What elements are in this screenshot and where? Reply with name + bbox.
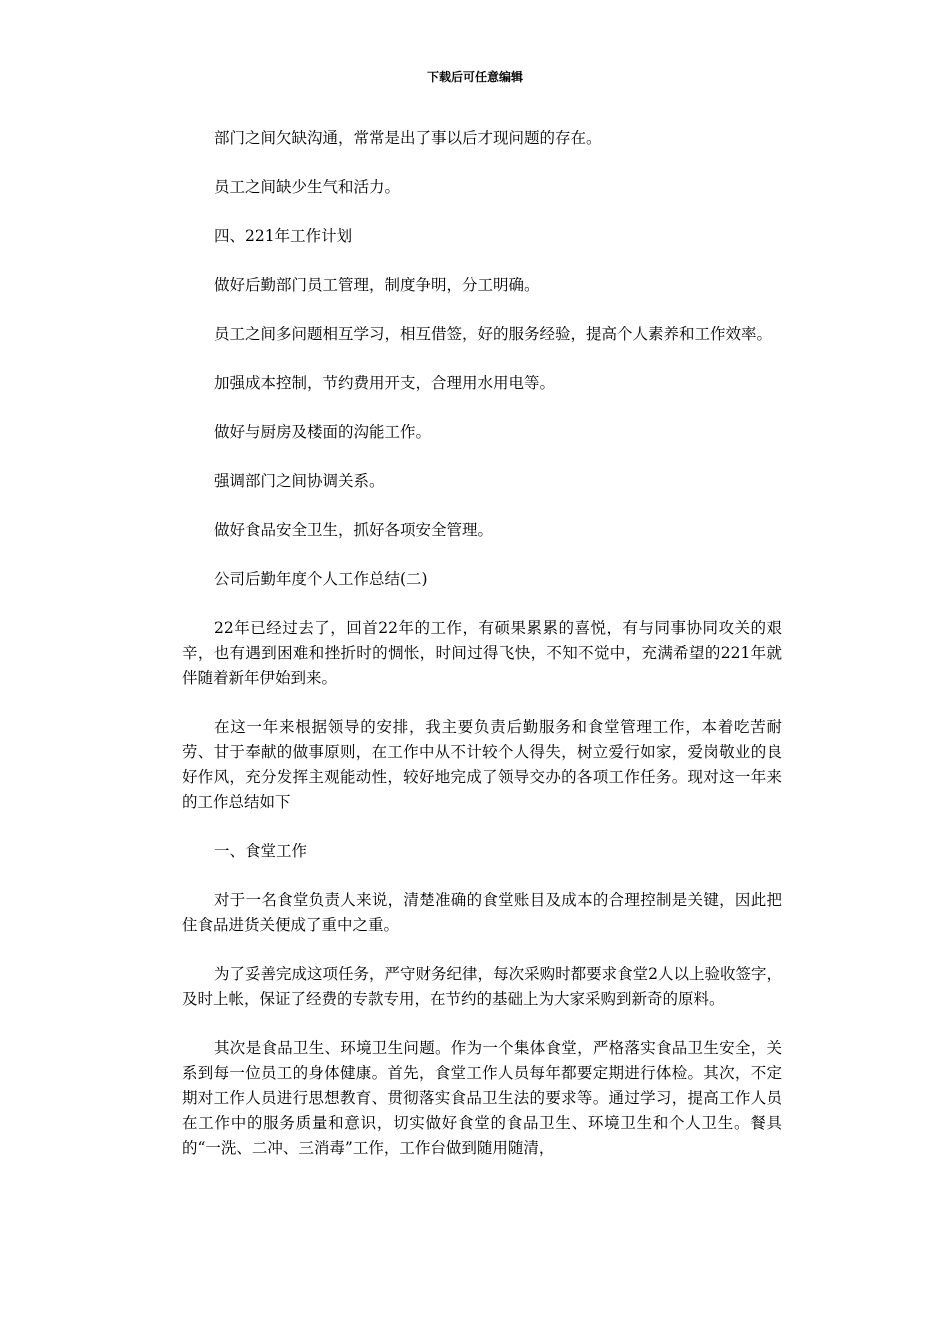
paragraph: 部门之间欠缺沟通，常常是出了事以后才现问题的存在。 (214, 129, 602, 147)
paragraph: 其次是食品卫生、环境卫生问题。作为一个集体食堂，严格落实食品卫生安全，关系到每一位员工的身体健康。首先，食堂工作人员每年都要定期进行体检。其次，不定期对工作人员进行思想教育、贯彻落实食品卫生法的要求等。通过学习，提高工作人员在工作中的服务质量和意识，切实做好食堂的食品卫生、环境卫生和个人卫生。餐具的“一洗、二冲、三消毒”工作，工作台做到随用随清， (182, 1039, 782, 1157)
paragraph: 为了妥善完成这项任务，严守财务纪律，每次采购时都要求食堂2人以上验收签字，及时上帐，保证了经费的专款专用，在节约的基础上为大家采购到新奇的原料。 (182, 965, 782, 1008)
page-header: 下载后可任意编辑 (426, 70, 523, 84)
paragraph: 在这一年来根据领导的安排，我主要负责后勤服务和食堂管理工作，本着吃苦耐劳、甘于奉献的做事原则，在工作中从不计较个人得失，树立爱行如家，爱岗敬业的良好作风，充分发挥主观能动性，较好地完成了领导交办的各项工作任务。现对这一年来的工作总结如下 (182, 718, 782, 811)
paragraph: 员工之间多问题相互学习，相互借签，好的服务经验，提高个人素养和工作效率。 (214, 325, 773, 343)
section-heading: 四、221年工作计划 (214, 227, 353, 245)
paragraph: 做好与厨房及楼面的沟能工作。 (214, 423, 432, 441)
paragraph: 员工之间缺少生气和活力。 (214, 178, 401, 196)
section-heading: 一、食堂工作 (214, 842, 308, 860)
paragraph: 做好后勤部门员工管理，制度争明，分工明确。 (214, 276, 540, 294)
paragraph: 做好食品安全卫生，抓好各项安全管理。 (214, 521, 494, 539)
paragraph: 加强成本控制，节约费用开支，合理用水用电等。 (214, 374, 556, 392)
document-title: 公司后勤年度个人工作总结(二) (214, 570, 428, 588)
paragraph: 强调部门之间协调关系。 (214, 472, 385, 490)
paragraph: 对于一名食堂负责人来说，清楚准确的食堂账目及成本的合理控制是关键，因此把住食品进货关便成了重中之重。 (182, 891, 782, 934)
paragraph: 22年已经过去了，回首22年的工作，有硕果累累的喜悦，有与同事协同攻关的艰辛，也有遇到困难和挫折时的惆怅，时间过得飞快，不知不觉中，充满希望的221年就伴随着新年伊始到来。 (182, 619, 782, 687)
document-body (182, 126, 782, 1185)
